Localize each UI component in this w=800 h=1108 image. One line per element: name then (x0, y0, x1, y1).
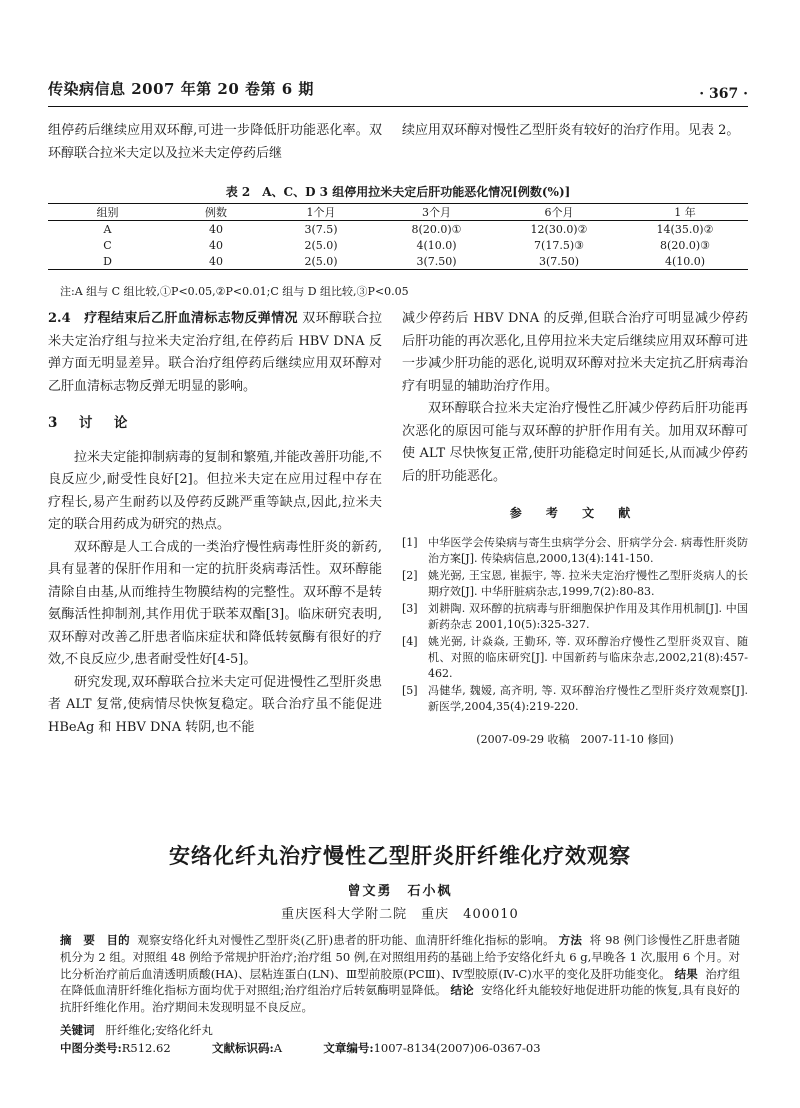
top-left-paragraph (48, 120, 382, 165)
conclusion-text: 安络化纤丸能较好地促进肝功能的恢复,具有良好的抗肝纤维化作用。治疗期间未发现明显不良反应。 (60, 983, 741, 1015)
table-cell: 40 (167, 253, 265, 270)
liver-function-table (48, 203, 748, 270)
article-affiliation: 重庆医科大学附二院 重庆 400010 (281, 907, 519, 922)
reference-text: 刘耕陶. 双环醇的抗病毒与肝细胞保护作用及其作用机制[J]. 中国新药杂志 2001,10(5):325-327. (428, 601, 748, 631)
article-no-value: 1007-8134(2007)06-0367-03 (373, 1041, 541, 1055)
received-dates: (2007-09-29 收稿 2007-11-10 修回) (476, 732, 674, 746)
table-cell: 40 (209, 222, 223, 236)
continued-text-left: 组停药后继续应用双环醇,可进一步降低肝功能恶化率。双环醇联合拉米夫定以及拉米夫定停药后继 (48, 123, 382, 161)
reference-number: [3] (402, 601, 418, 615)
table-cell: 4(10.0) (416, 238, 457, 252)
reference-number: [5] (402, 683, 418, 697)
table-cell: 8(20.0)① (411, 222, 462, 236)
table-header-row (48, 204, 748, 221)
clc-label: 中图分类号: (60, 1041, 122, 1055)
discussion-heading: 3 讨 论 (48, 415, 132, 431)
table-cell: 3(7.50) (377, 253, 496, 270)
table-cell: D (48, 253, 167, 270)
table-cell: 3(7.50) (496, 253, 622, 270)
keywords-text: 肝纤维化;安络化纤丸 (105, 1023, 213, 1037)
doc-code-value: A (273, 1041, 283, 1055)
doc-code-label: 文献标识码: (211, 1041, 274, 1055)
section-2-4-title: 2.4 疗程结束后乙肝血清标志物反弹情况 (48, 311, 298, 326)
right-column (402, 308, 748, 751)
table-cell: 12(30.0)② (530, 222, 588, 236)
col-header: 例数 (167, 204, 265, 221)
left-column (48, 308, 382, 739)
reference-number: [2] (402, 568, 418, 582)
keywords-label: 关键词 (60, 1023, 95, 1037)
col-header: 1 年 (622, 204, 748, 221)
reference-text: 中华医学会传染病与寄生虫病学分会、肝病学分会. 病毒性肝炎防治方案[J]. 传染病信息,2000,13(4):141-150. (428, 535, 748, 565)
col-header: 组别 (48, 204, 167, 221)
table-note: 注:A 组与 C 组比较,①P<0.05,②P<0.01;C 组与 D 组比较,③P<0.05 (60, 285, 409, 298)
references-list (402, 535, 748, 715)
reference-item (402, 634, 748, 682)
table-cell: A (103, 222, 112, 236)
table-cell: 3(7.5) (304, 222, 338, 236)
result-label: 结果 (674, 966, 698, 981)
conclusion-label: 结论 (450, 983, 474, 998)
discussion-paragraph: 减少停药后 HBV DNA 的反弹,但联合治疗可明显减少停药后肝功能的再次恶化,且停用拉米夫定后继续应用双环醇可进一步减少肝功能的恶化,说明双环醇对拉米夫定抗乙肝病毒治疗有明显的辅助治疗作用。 (402, 311, 748, 394)
table-cell: 40 (209, 238, 223, 252)
table-row (48, 253, 748, 270)
table-cell: 2(5.0) (304, 238, 338, 252)
abstract (60, 932, 740, 1016)
aim-label: 目的 (106, 933, 130, 947)
table-cell: 14(35.0)② (656, 222, 714, 236)
discussion-paragraph: 研究发现,双环醇联合拉米夫定可促进慢性乙型肝炎患者 ALT 复常,使病情尽快恢复稳定。联合治疗虽不能促进 HBeAg 和 HBV DNA 转阴,也不能 (48, 674, 382, 735)
section-2-4-text: 双环醇联合拉米夫定治疗组与拉米夫定治疗组,在停药后 HBV DNA 反弹方面无明显差异。联合治疗组停药后继续应用双环醇对乙肝血清标志物反弹无明显的影响。 (48, 311, 382, 394)
table-title: 表 2 A、C、D 3 组停用拉米夫定后肝功能恶化情况[例数(%)] (225, 185, 571, 199)
reference-number: [1] (402, 535, 418, 549)
col-header: 1个月 (265, 204, 377, 221)
clc-value: R512.62 (121, 1041, 171, 1055)
aim-text: 观察安络化纤丸对慢性乙型肝炎(乙肝)患者的肝功能、血清肝纤维化指标的影响。 (137, 933, 555, 947)
result-text: 治疗组在降低血清肝纤维化指标方面均优于对照组;治疗组治疗后转氨酶明显降低。 (60, 966, 741, 998)
reference-text: 姚光弼, 王宝恩, 崔振宇, 等. 拉米夫定治疗慢性乙型肝炎病人的长期疗效[J]. 中华肝脏病杂志,1999,7(2):80-83. (428, 568, 748, 598)
table-row (48, 221, 748, 238)
table-cell: C (103, 238, 112, 252)
discussion-paragraph: 拉米夫定能抑制病毒的复制和繁殖,并能改善肝功能,不良反应少,耐受性良好[2]。但拉米夫定在应用过程中存在疗程长,易产生耐药以及停药反跳严重等缺点,因此,拉米夫定的联合用药成为研究的热点。 (48, 449, 382, 532)
table-cell: 4(10.0) (622, 253, 748, 270)
table-cell: 7(17.5)③ (534, 238, 584, 252)
classification-line (60, 1040, 740, 1056)
article-no-label: 文章编号: (323, 1041, 374, 1055)
article-title: 安络化纤丸治疗慢性乙型肝炎肝纤维化疗效观察 (169, 844, 631, 868)
abstract-label: 摘 要 (60, 933, 95, 947)
method-label: 方法 (558, 933, 582, 947)
top-right-paragraph (402, 120, 748, 143)
table-row (48, 237, 748, 253)
table-cell: 2(5.0) (265, 253, 377, 270)
keywords-line (60, 1022, 740, 1038)
header-rule (48, 106, 748, 107)
section-2-4 (48, 308, 382, 398)
continued-text-right: 续应用双环醇对慢性乙型肝炎有较好的治疗作用。见表 2。 (402, 123, 740, 138)
reference-text: 姚光弼, 计焱焱, 王勤环, 等. 双环醇治疗慢性乙型肝炎双盲、随机、对照的临床研究[J]. 中国新药与临床杂志,2002,21(8):457-462. (428, 634, 748, 680)
journal-header: 传染病信息 2007 年第 20 卷第 6 期 (48, 80, 314, 98)
reference-item (402, 535, 748, 567)
reference-item (402, 568, 748, 600)
discussion-paragraph: 双环醇是人工合成的一类治疗慢性病毒性肝炎的新药,具有显著的保肝作用和一定的抗肝炎病毒活性。双环醇能清除自由基,从而维持生物膜结构的完整性。双环醇不是转氨酶活性抑制剂,其作用优于联苯双酯[3]。临床研究表明,双环醇对改善乙肝患者临床症状和降低转氨酶有很好的疗效,不良反应少,患者耐受性好[4-5]。 (48, 539, 382, 667)
references-heading: 参 考 文 献 (509, 506, 641, 520)
reference-item (402, 601, 748, 633)
reference-text: 冯健华, 魏嫒, 高齐明, 等. 双环醇治疗慢性乙型肝炎疗效观察[J]. 新医学,2004,35(4):219-220. (428, 683, 748, 713)
discussion-paragraph: 双环醇联合拉米夫定治疗慢性乙肝减少停药后肝功能再次恶化的原因可能与双环醇的护肝作用有关。加用双环醇可使 ALT 尽快恢复正常,使肝功能稳定时间延长,从而减少停药后的肝功能恶化。 (402, 401, 748, 484)
article-authors: 曾文勇 石小枫 (347, 884, 453, 899)
reference-item (402, 683, 748, 715)
table-cell: 8(20.0)③ (660, 238, 710, 252)
reference-number: [4] (402, 634, 418, 648)
col-header: 6个月 (496, 204, 622, 221)
col-header: 3个月 (377, 204, 496, 221)
method-text: 将 98 例门诊慢性乙肝患者随机分为 2 组。对照组 48 例给予常规护肝治疗;治疗组 50 例,在对照组用药的基础上给予安络化纤丸 6 g,早晚各 1 次,服用 6 个月。对比分析治疗前后血清透明质酸(HA)、层粘连蛋白(LN)、Ⅲ型前胶原(PCⅢ)、Ⅳ型胶原(Ⅳ-C)水平的变化及肝功能变化。 (60, 933, 741, 981)
page-number: · 367 · (699, 86, 748, 102)
